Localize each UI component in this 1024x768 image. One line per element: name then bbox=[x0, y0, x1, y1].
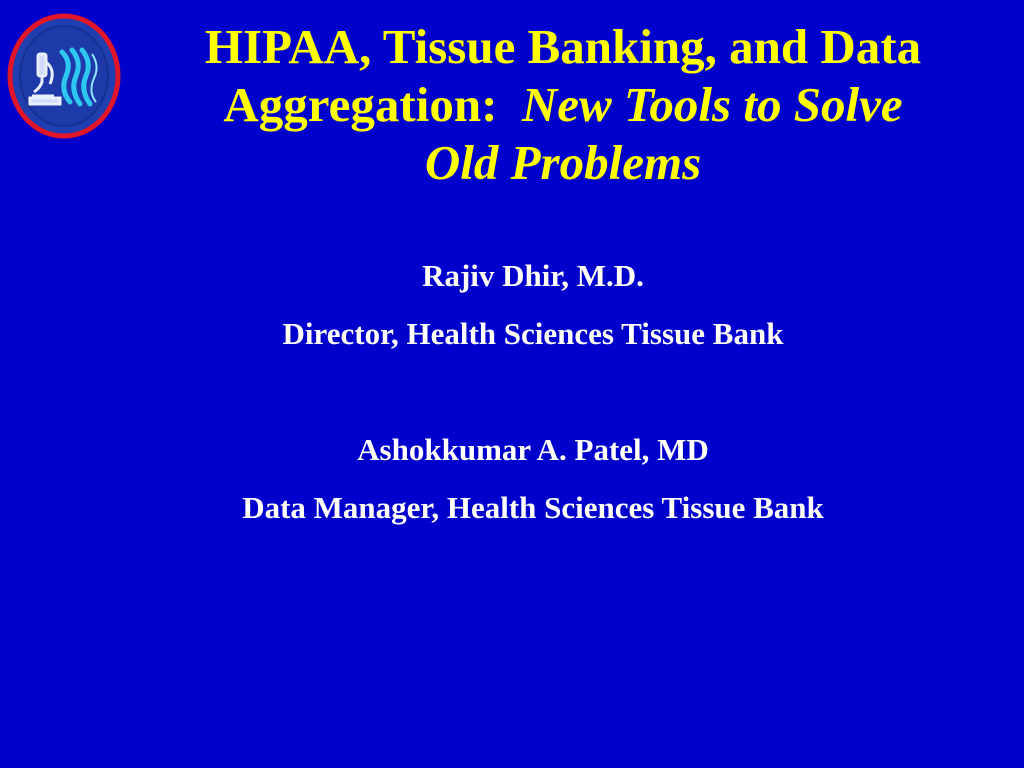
author-name: Rajiv Dhir, M.D. bbox=[422, 258, 644, 293]
microscope-waves-logo-icon bbox=[6, 12, 122, 140]
author-role: Director, Health Sciences Tissue Bank bbox=[282, 316, 784, 351]
slide-title bbox=[130, 18, 996, 192]
author-role: Data Manager, Health Sciences Tissue Bank bbox=[242, 490, 824, 525]
title-line3-italic: Old Problems bbox=[424, 135, 702, 190]
title-line1: HIPAA, Tissue Banking, and Data bbox=[204, 19, 922, 74]
title-line2-plain: Aggregation: bbox=[223, 77, 498, 132]
author-name: Ashokkumar A. Patel, MD bbox=[357, 432, 709, 467]
authors-block bbox=[0, 258, 1024, 526]
title-line2-italic: New Tools to Solve bbox=[521, 77, 903, 132]
